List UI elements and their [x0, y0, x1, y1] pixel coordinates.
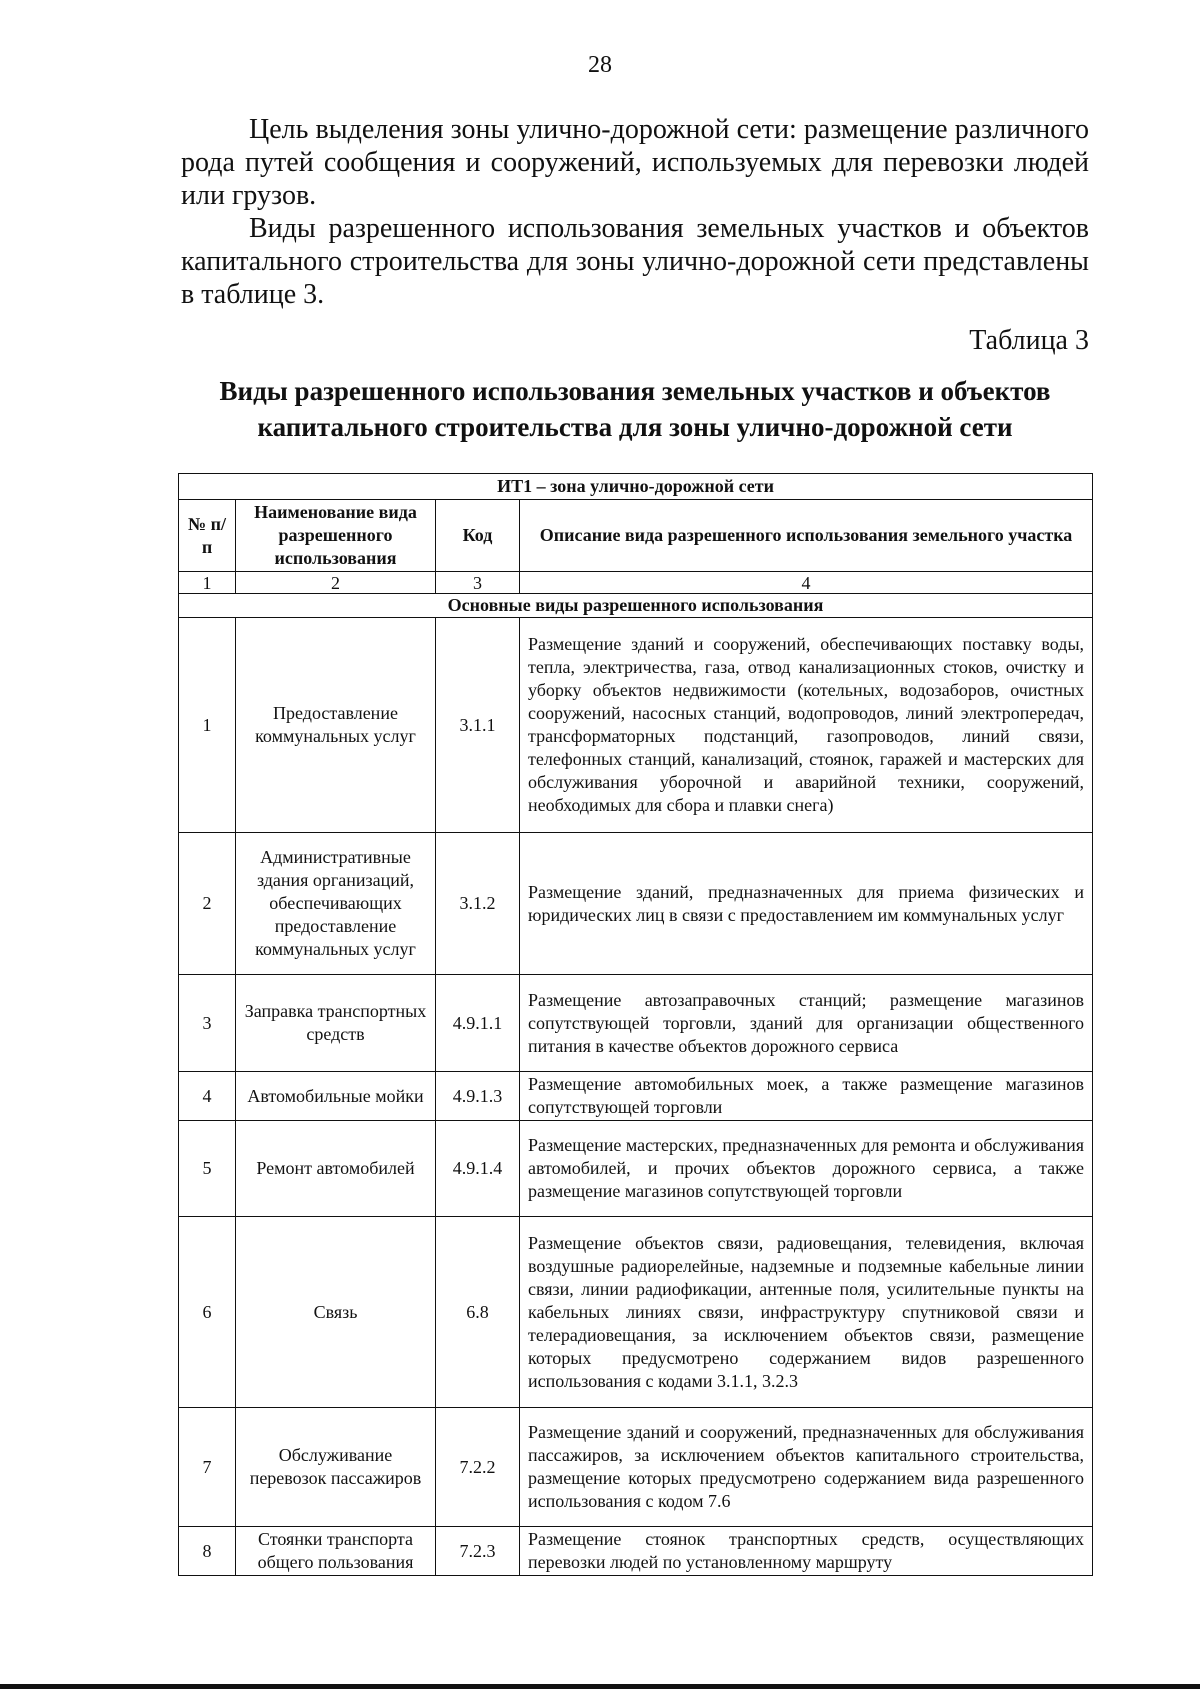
row-desc: Размещение автомобильных моек, а также размещение магазинов сопутствующей торговли: [520, 1072, 1093, 1121]
row-name: Обслуживание перевозок пассажиров: [236, 1408, 436, 1527]
table-row: [179, 833, 1093, 975]
row-num: 3: [179, 975, 236, 1072]
permitted-uses-table: [178, 473, 1093, 1576]
row-desc: Размещение автозаправочных станций; размещение магазинов сопутствующей торговли, зданий для организации общественного питания в качестве объектов дорожного сервиса: [520, 975, 1093, 1072]
column-number: 4: [520, 572, 1093, 594]
header-desc: Описание вида разрешенного использования земельного участка: [520, 500, 1093, 572]
table-row: [179, 1527, 1093, 1576]
paragraph-purpose: Цель выделения зоны улично-дорожной сети: размещение различного рода путей сообщения и сооружений, используемых для перевозки людей или грузов.: [181, 114, 1089, 211]
row-name: Автомобильные мойки: [236, 1072, 436, 1121]
row-desc: Размещение зданий, предназначенных для приема физических и юридических лиц в связи с предоставлением им коммунальных услуг: [520, 833, 1093, 975]
row-num: 6: [179, 1217, 236, 1408]
table-label: Таблица 3: [969, 325, 1089, 356]
row-name: Ремонт автомобилей: [236, 1121, 436, 1217]
row-num: 8: [179, 1527, 236, 1576]
row-num: 4: [179, 1072, 236, 1121]
row-code: 4.9.1.3: [436, 1072, 520, 1121]
header-name: Наименование вида разрешенного использования: [236, 500, 436, 572]
row-desc: Размещение объектов связи, радиовещания, телевидения, включая воздушные радиорелейные, надземные и подземные кабельные линии связи, линии радиофикации, антенные поля, усилительные пункты на кабельных линиях связи, инфраструктуру спутниковой связи и телерадиовещания, за исключением объектов связи, размещение которых предусмотрено содержанием видов разрешенного использования с кодами 3.1.1, 3.2.3: [520, 1217, 1093, 1408]
table-row: [179, 618, 1093, 833]
row-desc: Размещение зданий и сооружений, предназначенных для обслуживания пассажиров, за исключением объектов капитального строительства, размещение которых предусмотрено содержанием вида разрешенного использования с кодом 7.6: [520, 1408, 1093, 1527]
table-row: [179, 1217, 1093, 1408]
page-number: 28: [588, 52, 612, 78]
row-code: 4.9.1.4: [436, 1121, 520, 1217]
table-row: [179, 1072, 1093, 1121]
row-code: 6.8: [436, 1217, 520, 1408]
zone-header: ИТ1 – зона улично-дорожной сети: [179, 474, 1093, 500]
row-desc: Размещение мастерских, предназначенных для ремонта и обслуживания автомобилей, и прочих объектов дорожного сервиса, а также размещение магазинов сопутствующей торговли: [520, 1121, 1093, 1217]
table-row: [179, 1408, 1093, 1527]
row-name: Предоставление коммунальных услуг: [236, 618, 436, 833]
row-code: 3.1.1: [436, 618, 520, 833]
row-code: 7.2.3: [436, 1527, 520, 1576]
row-num: 2: [179, 833, 236, 975]
row-desc: Размещение стоянок транспортных средств, осуществляющих перевозки людей по установленному маршруту: [520, 1527, 1093, 1576]
table-title: Виды разрешенного использования земельных участков и объектов капитального строительства для зоны улично-дорожной сети: [219, 376, 1051, 442]
row-name: Административные здания организаций, обеспечивающих предоставление коммунальных услуг: [236, 833, 436, 975]
row-num: 1: [179, 618, 236, 833]
row-desc: Размещение зданий и сооружений, обеспечивающих поставку воды, тепла, электричества, газа, отвод канализационных стоков, очистку и уборку объектов недвижимости (котельных, водозаборов, очистных сооружений, насосных станций, водопроводов, линий электропередач, трансформаторных подстанций, газопроводов, линий связи, телефонных станций, канализаций, стоянок, гаражей и мастерских для обслуживания уборочной и аварийной техники, сооружений, необходимых для сбора и плавки снега): [520, 618, 1093, 833]
row-name: Связь: [236, 1217, 436, 1408]
row-name: Стоянки транспорта общего пользования: [236, 1527, 436, 1576]
table-row: [179, 1121, 1093, 1217]
row-code: 7.2.2: [436, 1408, 520, 1527]
row-num: 5: [179, 1121, 236, 1217]
table-row: [179, 975, 1093, 1072]
header-code: Код: [436, 500, 520, 572]
footer-rule: [0, 1684, 1200, 1689]
row-num: 7: [179, 1408, 236, 1527]
column-number: 2: [236, 572, 436, 594]
paragraph-reference: Виды разрешенного использования земельных участков и объектов капитального строительства для зоны улично-дорожной сети представлены в таблице 3.: [181, 213, 1089, 310]
row-code: 4.9.1.1: [436, 975, 520, 1072]
row-code: 3.1.2: [436, 833, 520, 975]
column-number: 1: [179, 572, 236, 594]
column-number: 3: [436, 572, 520, 594]
header-num: № п/п: [179, 500, 236, 572]
section-title: Основные виды разрешенного использования: [179, 594, 1093, 618]
body-text: [181, 113, 1089, 357]
row-name: Заправка транспортных средств: [236, 975, 436, 1072]
